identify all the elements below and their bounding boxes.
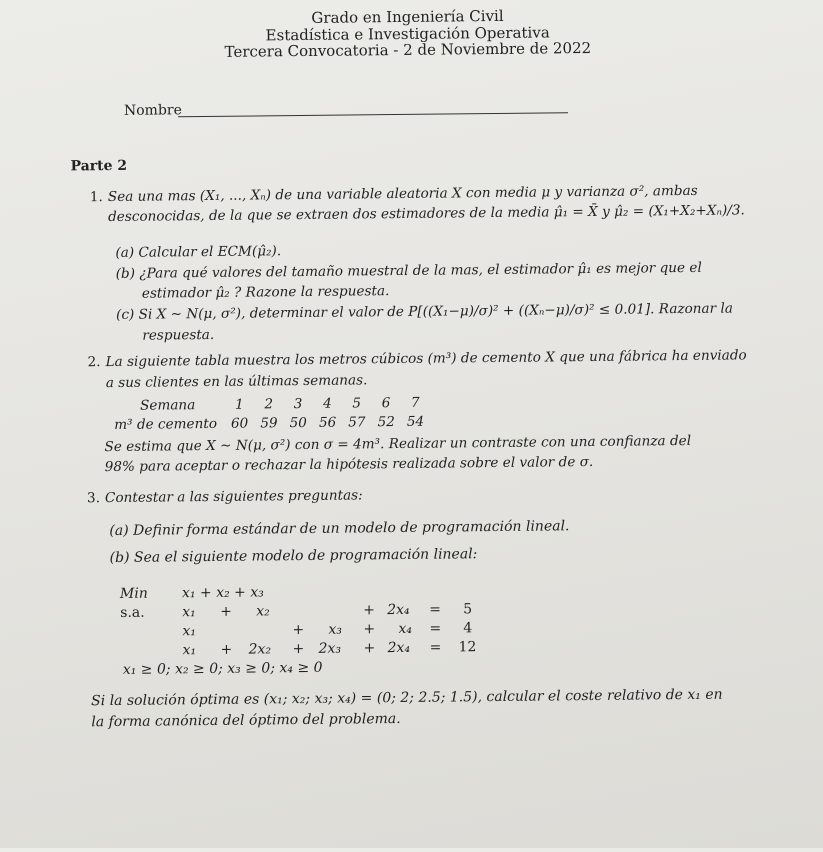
- lp-term: +: [220, 603, 233, 620]
- header-subject: Estadística e Investigación Operativa: [265, 23, 550, 45]
- table-cell: 52: [377, 413, 395, 430]
- table-cell: 2: [264, 395, 274, 412]
- q2-line3: Se estima que X ∼ N(μ, σ²) con σ = 4m³. Realizar un contraste con una confianza del: [104, 432, 692, 456]
- q1-line2: desconocidas, de la que se extraen dos estimadores de la media μ̂₁ = X̄ y μ̂₂ = (X₁+X₂+Xₙ)/3.: [107, 202, 745, 226]
- table-row: [108, 412, 430, 434]
- lp-term: 2x₂: [248, 641, 272, 658]
- parte-heading: Parte 2: [70, 157, 128, 175]
- q3-number: 3.: [86, 490, 101, 507]
- lp-term: =: [429, 620, 442, 637]
- nombre-line: [178, 112, 568, 117]
- lp-term: 2x₄: [387, 601, 410, 619]
- q1-part-a: (a) Calcular el ECM(μ̂₂).: [115, 243, 282, 261]
- table-cell: 5: [352, 394, 362, 411]
- lp-term: x₃: [328, 621, 343, 638]
- lp-min: Min: [119, 585, 148, 602]
- lp-term: 5: [463, 601, 473, 618]
- lp-term: 12: [458, 639, 477, 656]
- q1-number: 1.: [89, 189, 103, 206]
- cement-table: [108, 393, 430, 434]
- q2-line1: La siguiente tabla muestra los metros cúbicos (m³) de cemento X que una fábrica ha enviado: [105, 347, 747, 371]
- q2-line4: 98% para aceptar o rechazar la hipótesis realizada sobre el valor de σ.: [104, 453, 594, 476]
- table-cell: 1: [235, 396, 244, 413]
- q1-part-c-line1: (c) Si X ∼ N(μ, σ²), determinar el valor de P[((X₁−μ)/σ)² + ((Xₙ−μ)/σ)² ≤ 0.01]. Razonar la: [116, 300, 733, 323]
- q1-part-c-line2: respuesta.: [142, 326, 215, 344]
- lp-term: x₁: [182, 604, 196, 621]
- q2-number: 2.: [87, 354, 101, 371]
- q3-line1: Contestar a las siguientes preguntas:: [104, 487, 363, 507]
- q2-line2: a sus clientes en las últimas semanas.: [105, 372, 368, 392]
- lp-term: 4: [463, 620, 473, 637]
- lp-term: x₂: [256, 603, 270, 620]
- lp-term: +: [292, 622, 305, 639]
- semana-label: Semana: [139, 396, 196, 414]
- table-cell: 59: [260, 414, 278, 431]
- lp-term: 2x₄: [387, 639, 411, 657]
- lp-term: =: [429, 601, 442, 618]
- header-degree: Grado en Ingeniería Civil: [311, 6, 504, 27]
- lp-term: 2x₃: [318, 640, 342, 657]
- q1-line1: Sea una mas (X₁, ..., Xₙ) de una variable aleatoria X con media μ y varianza σ², ambas: [107, 182, 698, 206]
- nombre-label: Nombre: [123, 102, 182, 119]
- lp-term: x₁: [182, 623, 197, 640]
- lp-nonnegativity: x₁ ≥ 0; x₂ ≥ 0; x₃ ≥ 0; x₄ ≥ 0: [122, 659, 323, 678]
- lp-term: +: [220, 641, 233, 658]
- lp-term: +: [363, 621, 376, 638]
- q1-part-b-line2: estimador μ̂₂ ? Razone la respuesta.: [141, 283, 390, 302]
- table-cell: 6: [381, 394, 391, 411]
- table-cell: 54: [406, 413, 425, 430]
- table-cell: 4: [322, 395, 332, 412]
- q3-final-line1: Si la solución óptima es (x₁; x₂; x₃; x₄) = (0; 2; 2.5; 1.5), calcular el coste relativo de x₁ en: [91, 686, 723, 710]
- lp-term: x₄: [398, 620, 412, 638]
- header-exam-date: Tercera Convocatoria - 2 de Noviembre de 2022: [224, 38, 592, 61]
- q3-part-b: (b) Sea el siguiente modelo de programación lineal:: [109, 546, 478, 567]
- lp-subject-to: s.a.: [120, 604, 145, 621]
- cemento-label: m³ de cemento: [114, 415, 218, 433]
- lp-term: =: [429, 639, 442, 656]
- q3-part-a: (a) Definir forma estándar de un modelo de programación lineal.: [109, 518, 570, 540]
- q3-final-line2: la forma canónica del óptimo del problema.: [91, 711, 401, 731]
- table-cell: 7: [410, 394, 420, 411]
- table-cell: 56: [318, 414, 337, 431]
- lp-term: x₁: [182, 642, 197, 659]
- lp-term: +: [363, 640, 376, 657]
- lp-term: +: [292, 641, 305, 658]
- lp-term: +: [363, 602, 376, 619]
- lp-objective: x₁ + x₂ + x₃: [181, 584, 264, 602]
- table-cell: 60: [230, 415, 249, 432]
- q1-part-b-line1: (b) ¿Para qué valores del tamaño muestral de la mas, el estimador μ̂₁ es mejor que el: [115, 259, 702, 282]
- table-cell: 50: [289, 414, 307, 431]
- table-cell: 3: [293, 395, 303, 412]
- table-cell: 57: [348, 413, 366, 431]
